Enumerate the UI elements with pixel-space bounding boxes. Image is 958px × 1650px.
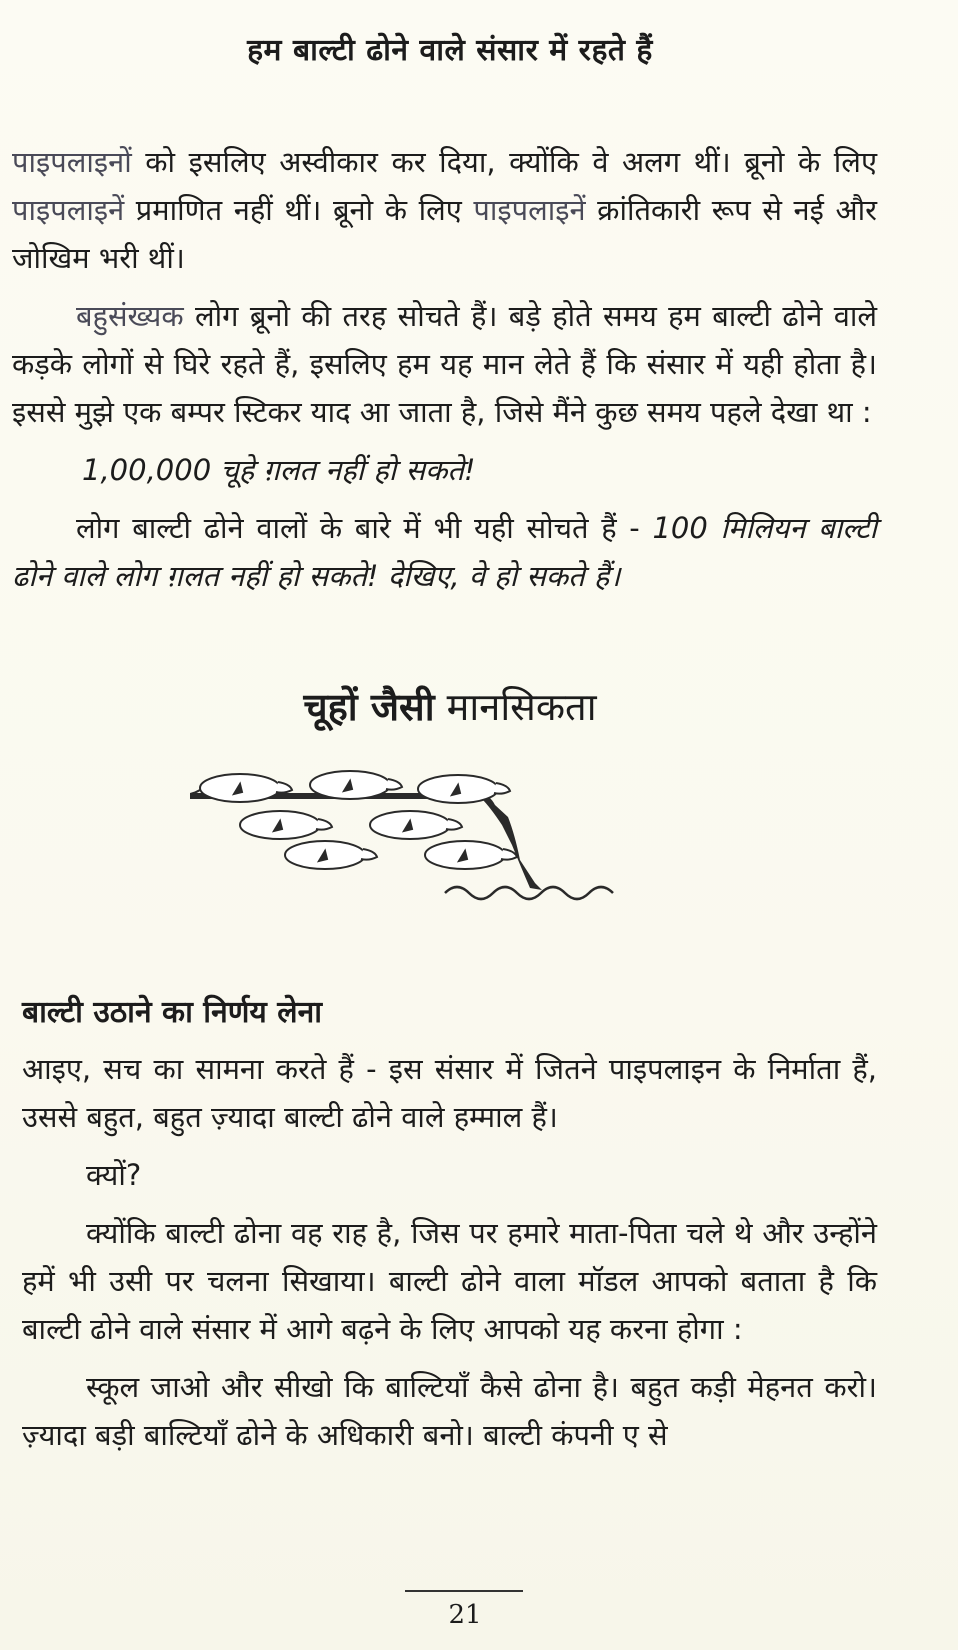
rat-figure <box>370 811 462 839</box>
paragraph-pipelines <box>12 138 877 282</box>
text-run: लोग बाल्टी ढोने वालों के बारे में भी यही सोचते हैं - <box>76 511 653 545</box>
text-run: क्रांतिकारी रूप से नई और जोखिम भरी थीं। <box>12 193 877 275</box>
rat-figure <box>285 841 377 869</box>
paragraph-school: स्कूल जाओ और सीखो कि बाल्टियाँ कैसे ढोना है। बहुत कड़ी मेहनत करो। ज़्यादा बड़ी बाल्टियाँ ढोने के अधिकारी बनो। बाल्टी कंपनी ए से <box>22 1370 877 1452</box>
paragraph-majority <box>12 292 877 436</box>
cliff-shape <box>190 793 542 890</box>
rat-group <box>190 771 517 869</box>
text-run: पाइपलाइनें <box>473 193 586 227</box>
rats-cliff-illustration <box>190 765 700 910</box>
text-run: पाइपलाइनों <box>12 145 132 179</box>
paragraph-face-truth: आइए, सच का सामना करते हैं - इस संसार में जितने पाइपलाइन के निर्माता हैं, उससे बहुत, बहुत ज़्यादा बाल्टी ढोने वाले हम्माल हैं। <box>22 1052 877 1134</box>
subheading: बाल्टी उठाने का निर्णय लेना <box>22 995 323 1030</box>
running-head: हम बाल्टी ढोने वाले संसार में रहते हैं <box>247 33 653 68</box>
bumper-sticker-quote: 1,00,000 चूहे ग़लत नहीं हो सकते! <box>82 453 476 487</box>
body-block-top <box>12 138 877 600</box>
rat-figure <box>425 841 517 869</box>
paragraph-bucket-carriers <box>12 504 877 600</box>
text-run: पाइपलाइनें <box>12 193 125 227</box>
section-title-bold: चूहों जैसी <box>303 685 435 729</box>
text-run: प्रमाणित नहीं थीं। ब्रूनो के लिए <box>124 193 474 227</box>
section-title <box>0 680 900 732</box>
paragraph-because: क्योंकि बाल्टी ढोना वह राह है, जिस पर हमारे माता-पिता चले थे और उन्होंने हमें भी उसी पर चलना सिखाया। बाल्टी ढोने वाला मॉडल आपको बताता है कि बाल्टी ढोने वाले संसार में आगे बढ़ने के लिए आपको यह करना होगा : <box>22 1216 877 1346</box>
text-run-italic: 100 मिलियन बाल्टी ढोने वाले लोग ग़लत नहीं हो सकते! देखिए, वे हो सकते हैं। <box>12 511 877 593</box>
page-number: 21 <box>448 1600 482 1630</box>
body-block-bottom <box>22 1045 877 1459</box>
paragraph-why: क्यों? <box>86 1158 142 1192</box>
rat-figure <box>240 811 332 839</box>
text-run: लोग ब्रूनो की तरह सोचते हैं। बड़े होते समय हम बाल्टी ढोने वाले कड़के लोगों से घिरे रहते हैं, इसलिए हम यह मान लेते हैं कि संसार में यही होता है। इससे मुझे एक बम्पर स्टिकर याद आ जाता है, जिसे मैंने कुछ समय पहले देखा था : <box>12 299 877 429</box>
section-title-light: मानसिकता <box>434 685 597 729</box>
rat-figure <box>418 775 510 803</box>
text-run: को इसलिए अस्वीकार कर दिया, क्योंकि वे अलग थीं। ब्रूनो के लिए <box>131 145 877 179</box>
text-run: बहुसंख्यक <box>76 299 184 333</box>
footer-rule <box>405 1590 523 1592</box>
water-waves <box>445 887 613 899</box>
